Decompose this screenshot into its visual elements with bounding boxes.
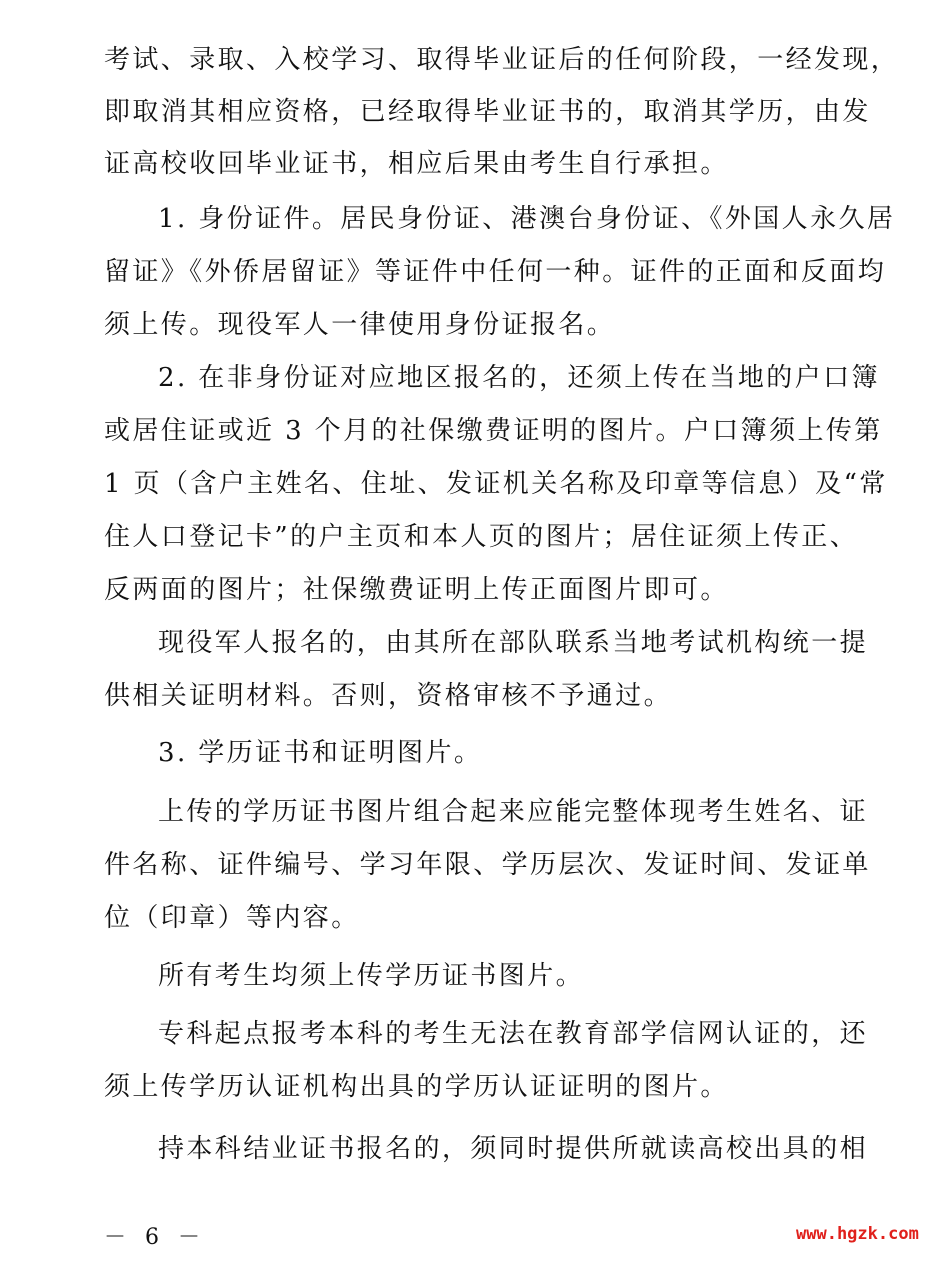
text-line-14: 3. 学历证书和证明图片。: [158, 738, 483, 768]
text-line-3: 证高校收回毕业证书，相应后果由考生自行承担。: [104, 149, 729, 179]
text-line-11: 反两面的图片；社保缴费证明上传正面图片即可。: [104, 575, 729, 605]
text-line-1: 考试、录取、入校学习、取得毕业证后的任何阶段，一经发现，: [104, 45, 900, 75]
text-line-10: 住人口登记卡”的户主页和本人页的图片；居住证须上传正、: [104, 522, 859, 552]
text-line-16: 件名称、证件编号、学习年限、学历层次、发证时间、发证单: [104, 850, 871, 880]
text-line-17: 位（印章）等内容。: [104, 903, 360, 933]
text-line-6: 须上传。现役军人一律使用身份证报名。: [104, 310, 616, 340]
text-line-21: 持本科结业证书报名的，须同时提供所就读高校出具的相: [158, 1134, 869, 1164]
text-line-12: 现役军人报名的，由其所在部队联系当地考试机构统一提: [158, 628, 869, 658]
text-line-2: 即取消其相应资格，已经取得毕业证书的，取消其学历，由发: [104, 97, 871, 127]
text-line-20: 须上传学历认证机构出具的学历认证证明的图片。: [104, 1072, 729, 1102]
text-line-18: 所有考生均须上传学历证书图片。: [158, 961, 585, 991]
text-line-4: 1. 身份证件。居民身份证、港澳台身份证、《外国人永久居: [158, 204, 896, 234]
text-line-15: 上传的学历证书图片组合起来应能完整体现考生姓名、证: [158, 797, 869, 827]
text-line-19: 专科起点报考本科的考生无法在教育部学信网认证的，还: [158, 1019, 869, 1049]
text-line-5: 留证》《外侨居留证》等证件中任何一种。证件的正面和反面均: [104, 257, 887, 287]
text-line-13: 供相关证明材料。否则，资格审核不予通过。: [104, 681, 673, 711]
text-line-9: 1 页（含户主姓名、住址、发证机关名称及印章等信息）及“常: [104, 469, 888, 499]
page-number: － 6 －: [104, 1225, 206, 1250]
text-line-8: 或居住证或近 3 个月的社保缴费证明的图片。户口簿须上传第: [104, 416, 883, 446]
site-watermark: www.hgzk.com: [796, 1224, 919, 1244]
text-line-7: 2. 在非身份证对应地区报名的，还须上传在当地的户口簿: [158, 363, 880, 393]
